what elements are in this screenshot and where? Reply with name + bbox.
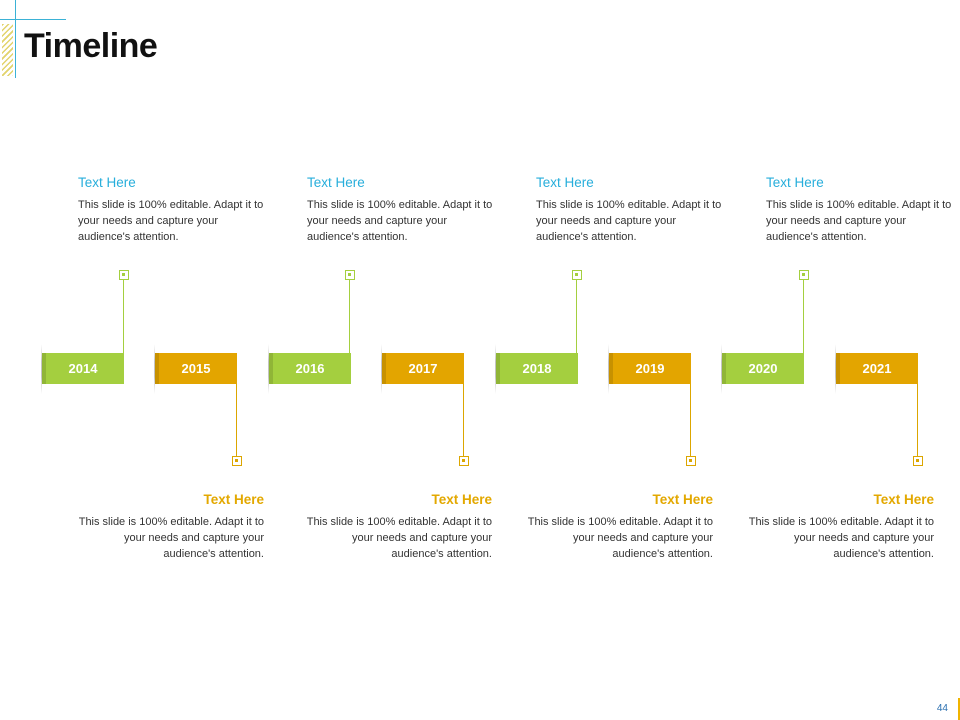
year-bar-2017 (382, 353, 464, 384)
top-text-block-1 (78, 175, 268, 245)
top-text-block-4 (766, 175, 956, 245)
bottom-text-body: This slide is 100% editable. Adapt it to your needs and capture your audience's attention. (527, 516, 713, 560)
header-horizontal-line (0, 19, 66, 20)
bottom-text-heading: Text Here (431, 492, 492, 507)
top-text-heading: Text Here (766, 175, 824, 190)
top-text-block-3 (536, 175, 726, 245)
top-text-heading: Text Here (536, 175, 594, 190)
bottom-text-block-1 (74, 492, 264, 562)
bottom-text-heading: Text Here (873, 492, 934, 507)
top-text-block-2 (307, 175, 497, 245)
bottom-text-block-2 (302, 492, 492, 562)
connector-line-2020 (803, 280, 804, 353)
top-text-body: This slide is 100% editable. Adapt it to your needs and capture your audience's attention. (766, 199, 952, 243)
year-bar-2016 (269, 353, 351, 384)
timeline-marker-2021 (913, 456, 923, 466)
top-text-body: This slide is 100% editable. Adapt it to your needs and capture your audience's attention. (307, 199, 493, 243)
bottom-text-body: This slide is 100% editable. Adapt it to your needs and capture your audience's attention. (78, 516, 264, 560)
bottom-text-body: This slide is 100% editable. Adapt it to your needs and capture your audience's attention. (306, 516, 492, 560)
year-label: 2016 (295, 361, 325, 376)
timeline-marker-2020 (799, 270, 809, 280)
year-label: 2019 (635, 361, 665, 376)
header-vertical-line (15, 0, 16, 78)
page-number: 44 (936, 703, 948, 714)
timeline-marker-2015 (232, 456, 242, 466)
connector-line-2014 (123, 280, 124, 353)
year-label: 2015 (181, 361, 211, 376)
connector-line-2016 (349, 280, 350, 353)
bottom-text-block-4 (744, 492, 934, 562)
connector-line-2018 (576, 280, 577, 353)
timeline-marker-2017 (459, 456, 469, 466)
timeline-marker-2018 (572, 270, 582, 280)
bottom-text-block-3 (523, 492, 713, 562)
year-bar-2020 (722, 353, 804, 384)
top-text-body: This slide is 100% editable. Adapt it to your needs and capture your audience's attention. (536, 199, 722, 243)
connector-line-2017 (463, 384, 464, 456)
year-bar-2021 (836, 353, 918, 384)
year-label: 2021 (862, 361, 892, 376)
header-hatch-decoration (2, 24, 13, 76)
top-text-heading: Text Here (78, 175, 136, 190)
connector-line-2019 (690, 384, 691, 456)
year-label: 2014 (68, 361, 98, 376)
bottom-text-body: This slide is 100% editable. Adapt it to your needs and capture your audience's attention. (748, 516, 934, 560)
page-title: Timeline (24, 27, 158, 65)
year-bar-2018 (496, 353, 578, 384)
year-label: 2018 (522, 361, 552, 376)
year-label: 2020 (748, 361, 778, 376)
year-bar-2015 (155, 353, 237, 384)
connector-line-2021 (917, 384, 918, 456)
year-label: 2017 (408, 361, 438, 376)
year-bar-2014 (42, 353, 124, 384)
bottom-text-heading: Text Here (203, 492, 264, 507)
timeline-marker-2019 (686, 456, 696, 466)
top-text-heading: Text Here (307, 175, 365, 190)
year-bar-2019 (609, 353, 691, 384)
connector-line-2015 (236, 384, 237, 456)
top-text-body: This slide is 100% editable. Adapt it to your needs and capture your audience's attention. (78, 199, 264, 243)
timeline-marker-2016 (345, 270, 355, 280)
bottom-text-heading: Text Here (652, 492, 713, 507)
timeline-marker-2014 (119, 270, 129, 280)
